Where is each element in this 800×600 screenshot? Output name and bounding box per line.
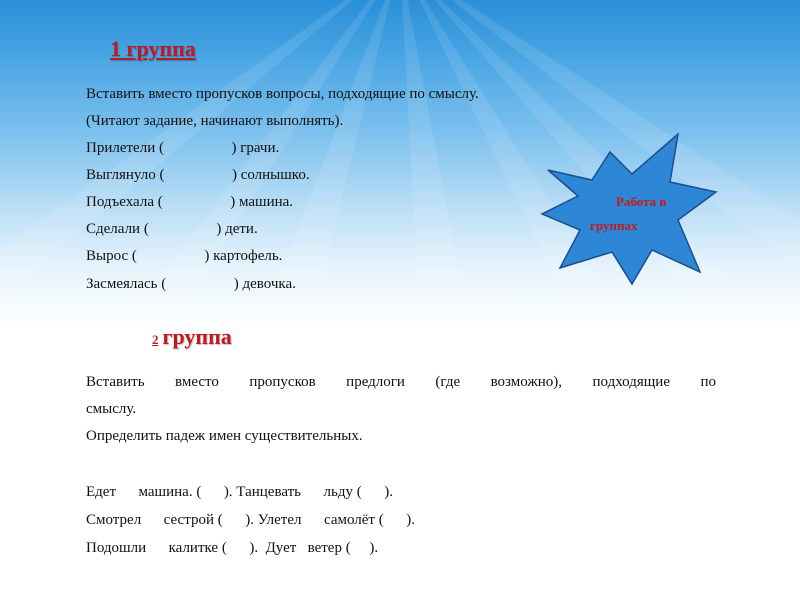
group2-title (152, 324, 232, 350)
group1-title: 1 группа (110, 36, 196, 61)
group2-title-number: 2 (152, 332, 159, 347)
group1-exercise-line: Подъехала ( ) машина. (86, 194, 294, 210)
group2-title-word: группа (162, 324, 232, 349)
group2-instruction-line1: Вставить вместо пропусков предлоги (где возможно), подходящие по (86, 374, 716, 390)
group1-exercise-line: Засмеялась ( ) девочка. (86, 276, 296, 292)
group2-instruction-line3: Определить падеж имен существительных. (86, 428, 363, 444)
group1-exercise-line: Выглянуло ( ) солнышко. (86, 167, 310, 183)
group1-exercise-line: Прилетели ( ) грачи. (86, 140, 280, 156)
starburst-badge-shape (540, 130, 720, 290)
badge-label-line2: группах (590, 218, 638, 233)
group1-note: (Читают задание, начинают выполнять). (86, 113, 344, 129)
group1-exercise-line: Вырос ( ) картофель. (86, 248, 283, 264)
badge-label-line1: Работа в (616, 194, 667, 209)
group2-exercise-line: Едет машина. ( ). Танцевать льду ( ). (86, 484, 393, 500)
group1-instruction: Вставить вместо пропусков вопросы, подходящие по смыслу. (86, 86, 479, 102)
group1-exercise-line: Сделали ( ) дети. (86, 221, 258, 237)
group2-instruction-line2: смыслу. (86, 401, 137, 417)
group2-exercise-line: Подошли калитке ( ). Дует ветер ( ). (86, 540, 379, 556)
group2-exercise-line: Смотрел сестрой ( ). Улетел самолёт ( ). (86, 512, 415, 528)
